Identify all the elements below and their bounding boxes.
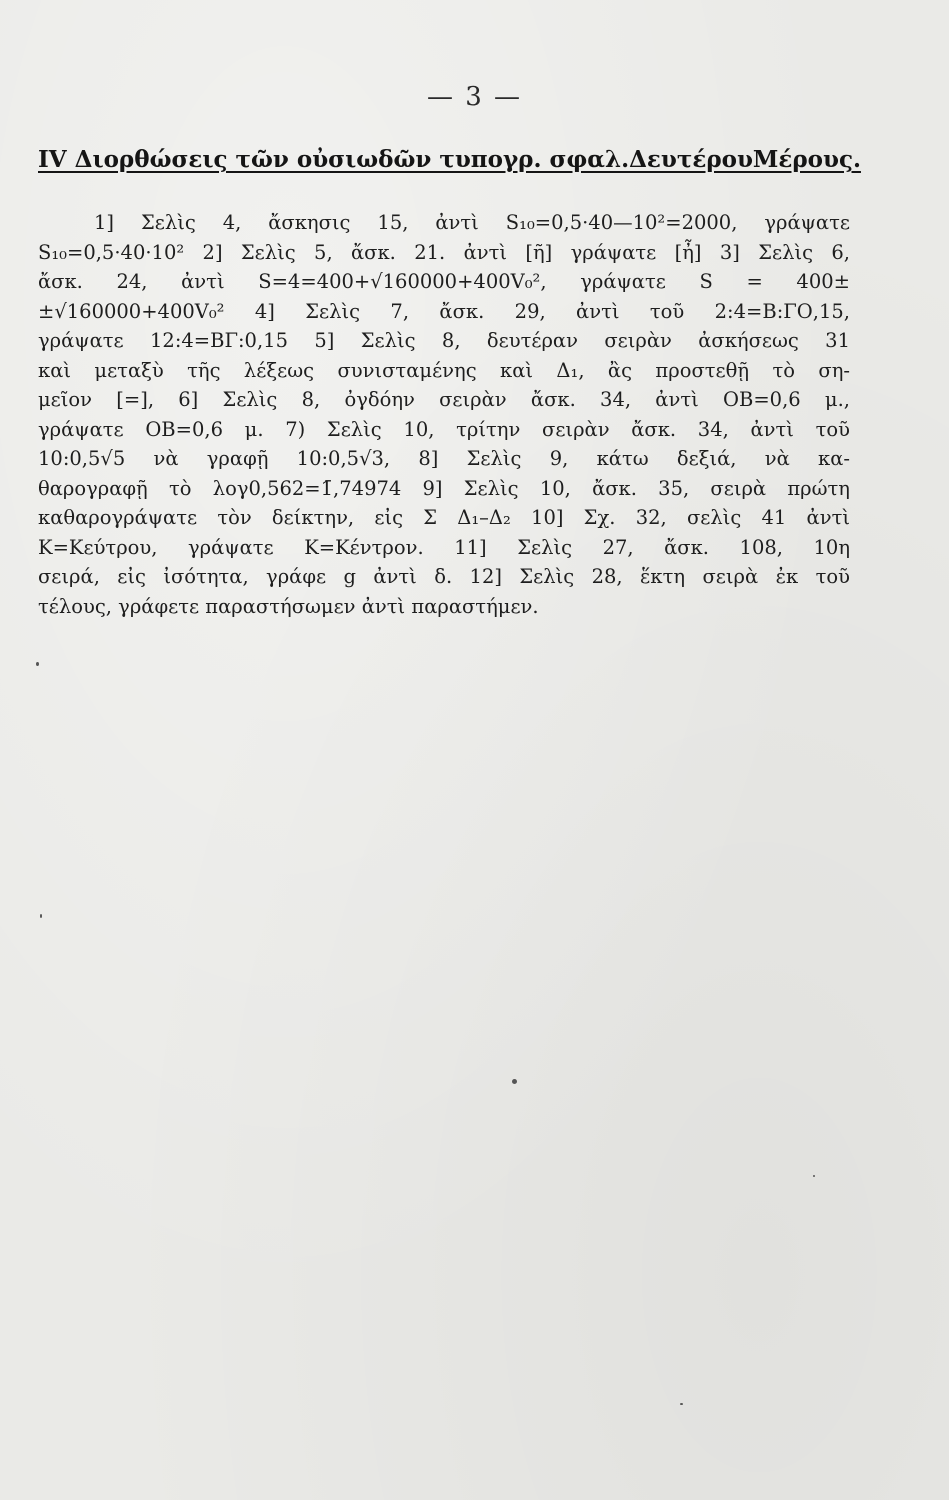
scan-speck xyxy=(512,1079,517,1084)
scan-speck xyxy=(36,662,39,666)
text-line: ἄσκ. 24, ἀντὶ S=4=400+√160000+400V₀², γράψατε S = 400± xyxy=(38,270,850,293)
text-line: ±√160000+400V₀² 4] Σελὶς 7, ἄσκ. 29, ἀντὶ τοῦ 2:4=Β:ΓΟ,15, xyxy=(38,299,850,323)
scan-speck xyxy=(680,1403,683,1405)
section-heading: IV Διορθώσεις τῶν οὐσιωδῶν τυπογρ. σφαλ.ΔευτέρουΜέρους. xyxy=(38,146,861,173)
text-line: μεῖον [=], 6] Σελὶς 8, ὀγδόην σειρὰν ἄσκ. 34, ἀντὶ ΟΒ=0,6 μ., xyxy=(38,388,850,411)
errata-paragraph xyxy=(38,208,850,621)
text-line: σειρά, εἰς ἰσότητα, γράφε g ἀντὶ δ. 12] Σελὶς 28, ἕκτη σειρὰ ἐκ τοῦ xyxy=(38,565,850,588)
text-line: καθαρογράψατε τὸν δείκτην, εἰς Σ Δ₁–Δ₂ 10] Σχ. 32, σελὶς 41 ἀντὶ xyxy=(38,506,850,529)
text-line: S₁₀=0,5·40·10² 2] Σελὶς 5, ἄσκ. 21. ἀντὶ [ῆ] γράψατε [ἦ] 3] Σελὶς 6, xyxy=(38,240,850,264)
text-line: θαρογραφῇ τὸ λογ0,562=1̄,74974 9] Σελὶς 10, ἄσκ. 35, σειρὰ πρώτη xyxy=(38,476,850,500)
text-line: γράψατε 12:4=ΒΓ:0,15 5] Σελὶς 8, δευτέραν σειρὰν ἀσκήσεως 31 xyxy=(38,329,850,352)
page-number: — 3 — xyxy=(426,82,523,112)
text-line: καὶ μεταξὺ τῆς λέξεως συνισταμένης καὶ Δ₁, ἂς προστεθῇ τὸ ση- xyxy=(38,358,850,382)
text-line: τέλους, γράφετε παραστήσωμεν ἀντὶ παραστήμεν. xyxy=(38,594,539,618)
scan-speck xyxy=(813,1175,815,1177)
text-line: 10:0,5√5 νὰ γραφῇ 10:0,5√3, 8] Σελὶς 9, κάτω δεξιά, νὰ κα- xyxy=(38,447,850,470)
text-line: γράψατε ΟΒ=0,6 μ. 7) Σελὶς 10, τρίτην σειρὰν ἄσκ. 34, ἀντὶ τοῦ xyxy=(38,417,850,441)
text-line: Κ=Κεύτρου, γράψατε Κ=Κέντρον. 11] Σελὶς 27, ἄσκ. 108, 10η xyxy=(38,535,850,559)
scan-speck xyxy=(40,914,42,918)
text-line: 1] Σελὶς 4, ἄσκησις 15, ἀντὶ S₁₀=0,5·40—10²=2000, γράψατε xyxy=(94,211,850,234)
